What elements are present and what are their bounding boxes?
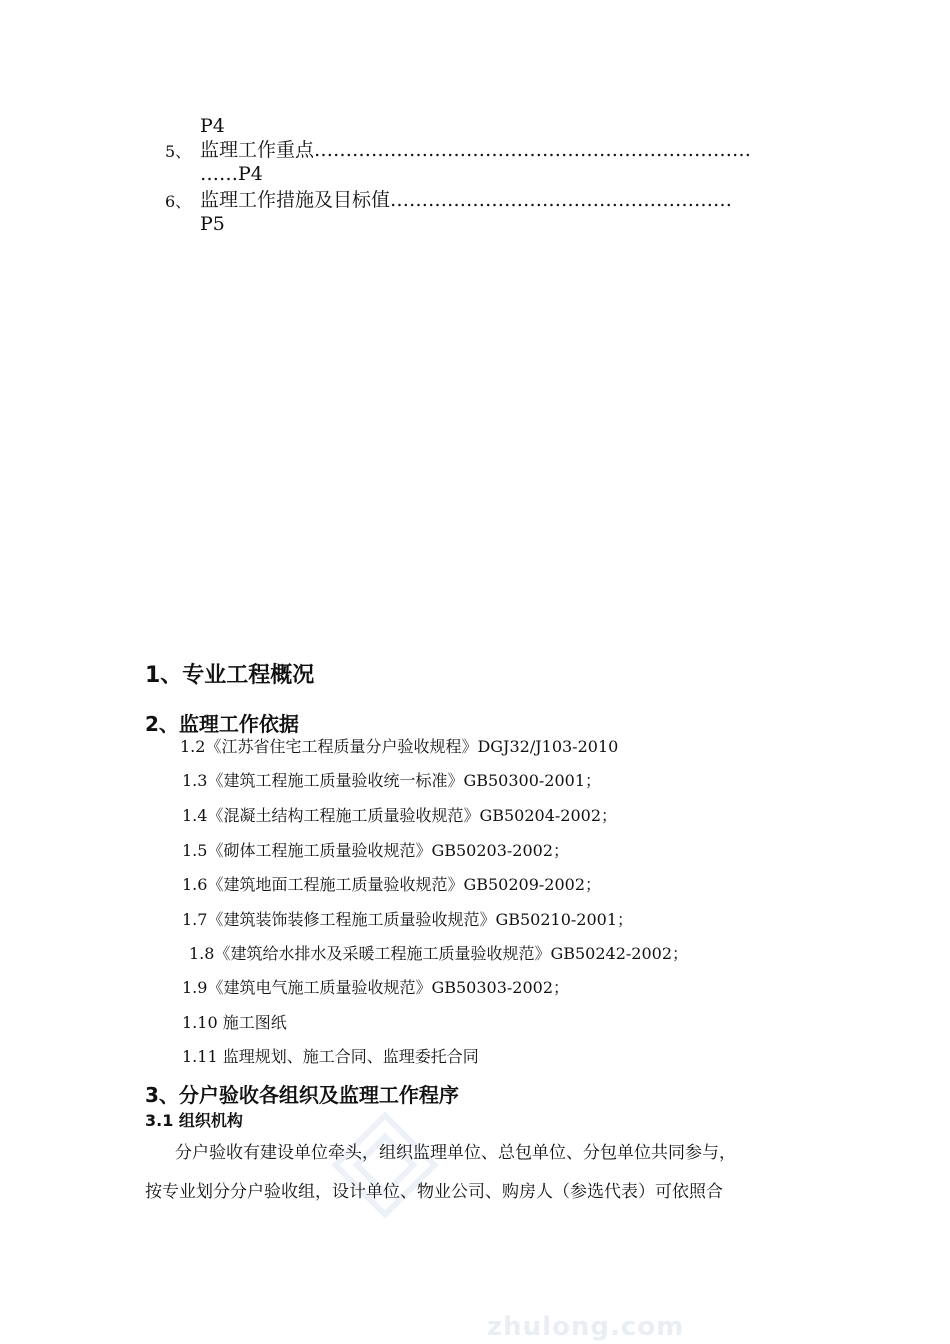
reference-item: 1.6《建筑地面工程施工质量验收规范》GB50209-2002； xyxy=(182,875,602,894)
toc-item-6-number: 6、 xyxy=(165,192,192,211)
toc-item-5-page: ……P4 xyxy=(200,163,263,185)
section-3-title: 3、分户验收各组织及监理工作程序 xyxy=(145,1083,459,1107)
reference-item: 1.11 监理规划、施工合同、监理委托合同 xyxy=(182,1047,479,1066)
reference-item: 1.9《建筑电气施工质量验收规范》GB50303-2002； xyxy=(182,978,570,997)
paragraph-line: 按专业划分分户验收组，设计单位、物业公司、购房人（参选代表）可依照合 xyxy=(145,1182,723,1202)
reference-item: 1.2《江苏省住宅工程质量分户验收规程》DGJ32/J103-2010 xyxy=(180,737,619,756)
toc-item-5-title: 监理工作重点…………………………………………………………… xyxy=(200,139,752,161)
reference-item: 1.4《混凝土结构工程施工质量验收规范》GB50204-2002； xyxy=(182,806,618,825)
reference-item: 1.10 施工图纸 xyxy=(182,1013,287,1032)
toc-page-p4: P4 xyxy=(200,115,225,137)
section-3-1-title: 3.1 组织机构 xyxy=(145,1111,243,1130)
toc-item-6-title: 监理工作措施及目标值……………………………………………… xyxy=(200,189,733,211)
toc-item-5-number: 5、 xyxy=(165,142,192,161)
watermark-text: zhulong.com xyxy=(487,1312,685,1342)
reference-item: 1.7《建筑装饰装修工程施工质量验收规范》GB50210-2001； xyxy=(182,910,634,929)
toc-item-6-page: P5 xyxy=(200,213,225,235)
paragraph-line: 分户验收有建设单位牵头，组织监理单位、总包单位、分包单位共同参与， xyxy=(175,1143,736,1163)
reference-item: 1.5《砌体工程施工质量验收规范》GB50203-2002； xyxy=(182,841,570,860)
reference-item: 1.8《建筑给水排水及采暖工程施工质量验收规范》GB50242-2002； xyxy=(189,944,689,963)
section-2-title: 2、监理工作依据 xyxy=(145,712,299,736)
section-1-title: 1、专业工程概况 xyxy=(145,663,315,688)
reference-item: 1.3《建筑工程施工质量验收统一标准》GB50300-2001； xyxy=(182,771,602,790)
